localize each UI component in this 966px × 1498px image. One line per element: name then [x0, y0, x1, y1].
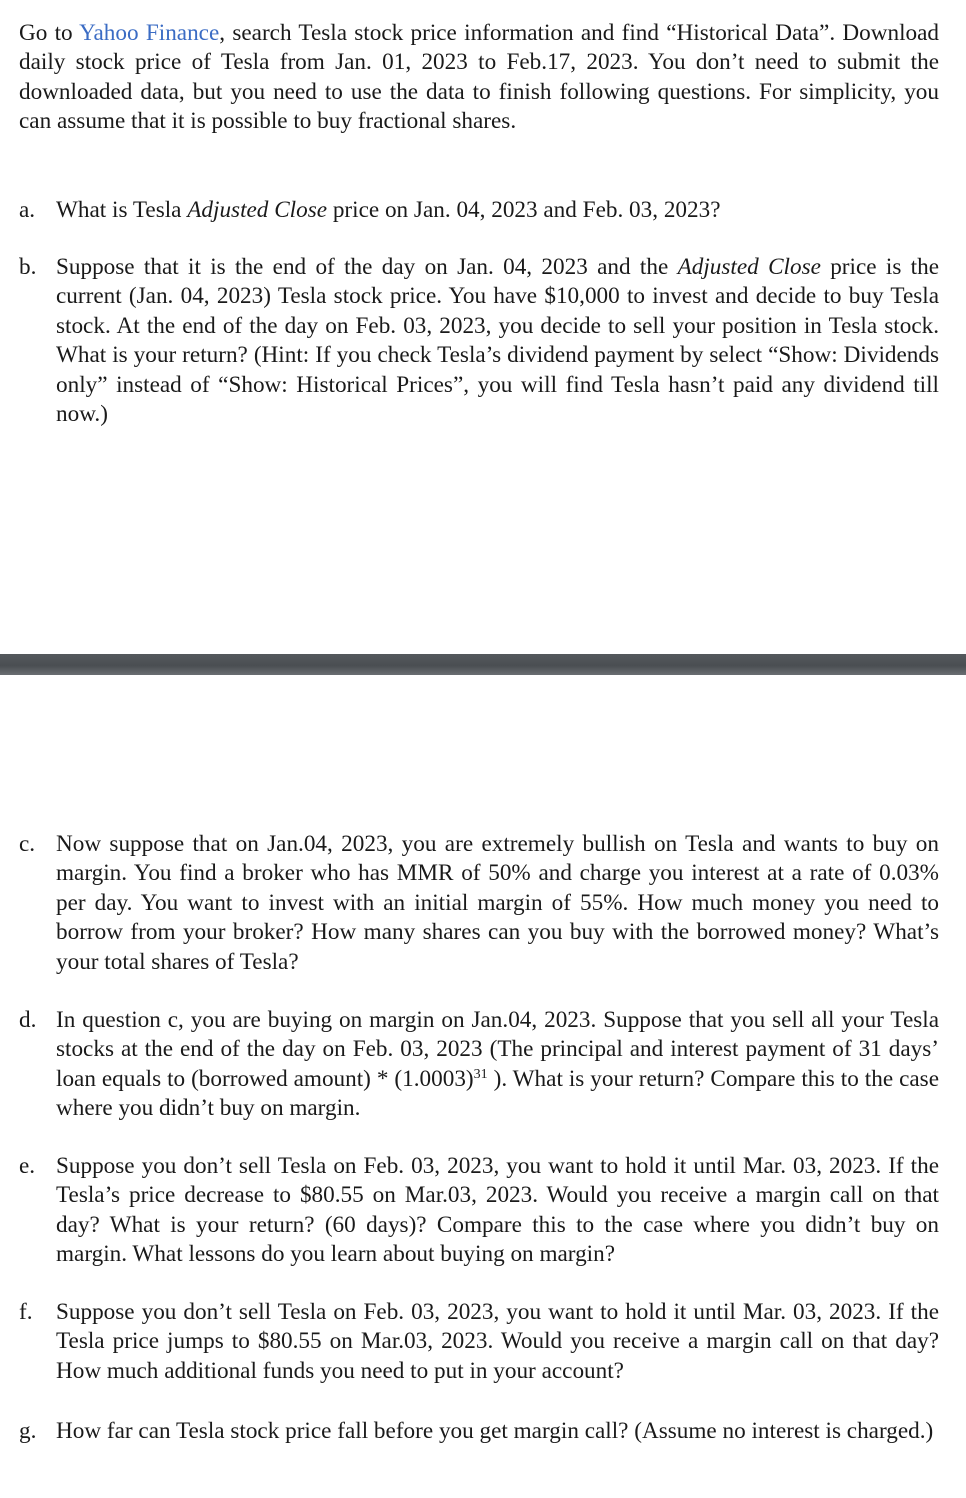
- question-b-letter: b.: [19, 254, 37, 280]
- question-d-text: [56, 1006, 939, 1124]
- question-d-pre: In question c, you are buying on margin on Jan.04, 2023. Suppose that you sell all your Tesla stocks at the end of the day on Feb. 03, 2023 (The principal and interest payment of 31 days’ loan equals to (borrowed amount) * (1.0003): [56, 1007, 939, 1092]
- question-b-em: Adjusted Close: [677, 254, 821, 280]
- question-b-pre: Suppose that it is the end of the day on Jan. 04, 2023 and the: [56, 254, 678, 280]
- page-divider: [0, 654, 966, 675]
- question-a-letter: a.: [19, 197, 36, 223]
- question-d-post: ). What is your return? Compare this to the case where you didn’t buy on margin.: [56, 1065, 939, 1122]
- question-d-letter: d.: [19, 1007, 37, 1033]
- question-f: [19, 1298, 939, 1386]
- intro-paragraph: [19, 19, 939, 137]
- question-d-exponent: 31: [473, 1066, 488, 1082]
- question-f-letter: f.: [19, 1299, 33, 1325]
- question-e: [19, 1152, 939, 1270]
- intro-text: , search Tesla stock price information and find “Historical Data”. Download daily stock price of Tesla from Jan. 01, 2023 to Feb.17, 2023. You don’t need to submit the downloaded data, but you need to use the data to finish following questions. For simplicity, you can assume that it is possible to buy fractional shares.: [19, 20, 940, 135]
- question-g: [19, 1417, 939, 1446]
- question-e-text: Suppose you don’t sell Tesla on Feb. 03, 2023, you want to hold it until Mar. 03, 2023. If the Tesla’s price decrease to $80.55 on Mar.03, 2023. Would you receive a margin call on that day? What is your return? (60 days)? Compare this to the case where you didn’t buy on margin. What lessons do you learn about buying on margin?: [56, 1153, 939, 1268]
- question-e-letter: e.: [19, 1153, 36, 1179]
- question-a-pre: What is Tesla: [56, 197, 188, 223]
- question-b-text: [56, 253, 939, 429]
- question-c-letter: c.: [19, 831, 36, 857]
- question-a: [19, 196, 939, 225]
- question-c: [19, 830, 939, 977]
- question-c-text: Now suppose that on Jan.04, 2023, you are extremely bullish on Tesla and wants to buy on margin. You find a broker who has MMR of 50% and charge you interest at a rate of 0.03% per day. You want to invest with an initial margin of 55%. How much money you need to borrow from your broker? How many shares can you buy with the borrowed money? What’s your total shares of Tesla?: [56, 831, 939, 975]
- question-b-post: price is the current (Jan. 04, 2023) Tesla stock price. You have $10,000 to invest and decide to buy Tesla stock. At the end of the day on Feb. 03, 2023, you decide to sell your position in Tesla stock. What is your return? (Hint: If you check Tesla’s dividend payment by select “Show: Dividends only” instead of “Show: Historical Prices”, you will find Tesla hasn’t paid any dividend till now.): [56, 254, 940, 428]
- yahoo-finance-link[interactable]: Yahoo Finance: [79, 20, 220, 46]
- question-d: [19, 1006, 939, 1124]
- intro-prefix: Go to: [19, 20, 80, 46]
- question-b: [19, 253, 939, 429]
- question-g-text: How far can Tesla stock price fall before you get margin call? (Assume no interest is charged.): [56, 1418, 934, 1444]
- question-f-text: Suppose you don’t sell Tesla on Feb. 03, 2023, you want to hold it until Mar. 03, 2023. If the Tesla price jumps to $80.55 on Mar.03, 2023. Would you receive a margin call on that day? How much additional funds you need to put in your account?: [56, 1299, 939, 1384]
- question-a-em: Adjusted Close: [187, 197, 328, 223]
- question-g-letter: g.: [19, 1418, 37, 1444]
- question-a-text: [56, 196, 939, 225]
- question-a-post: price on Jan. 04, 2023 and Feb. 03, 2023?: [327, 197, 721, 223]
